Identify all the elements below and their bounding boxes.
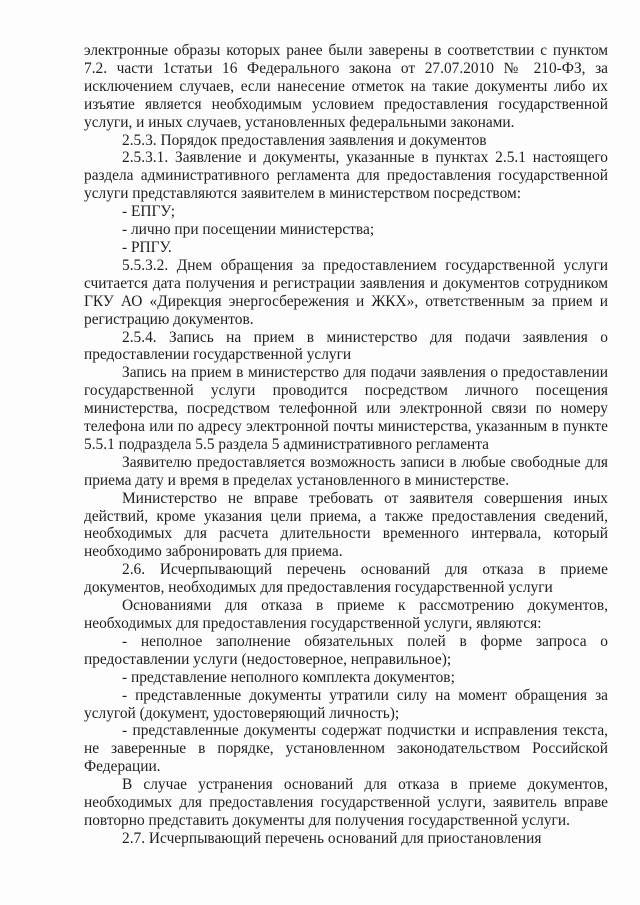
paragraph-5-5-3-2: 5.5.3.2. Днем обращения за предоставлением государственной услуги считается дата получения и регистрации заявления и документов сотрудником ГКУ АО «Дирекция энергосбережения и ЖКХ», ответственным за прием и регистрацию документов. xyxy=(84,256,608,328)
list-item-epgu: - ЕПГУ; xyxy=(122,203,175,221)
list-item-in-person: - лично при посещении министерства; xyxy=(122,221,375,239)
heading-2-5-4: 2.5.4. Запись на прием в министерство для подачи заявления о предоставлении государственной услуги xyxy=(84,328,608,364)
list-item-expired-documents: - представленные документы утратили силу на момент обращения за услугой (документ, удостоверяющий личность); xyxy=(84,686,608,722)
paragraph-appointment-methods: Запись на прием в министерство для подачи заявления о предоставлении государственной услуги проводится посредством личного посещения министерства, посредством телефонной или электронной связи по номеру телефона или по адресу электронной почты министерства, указанным в пункте 5.5.1 подраздела 5.5 раздела 5 административного регламента xyxy=(84,364,608,453)
heading-2-5-3: 2.5.3. Порядок предоставления заявления и документов xyxy=(122,131,487,149)
paragraph-appointment-time: Заявителю предоставляется возможность записи в любые свободные для приема дату и время в пределах установленного в министерстве. xyxy=(84,453,608,489)
list-item-rpgu: - РПГУ. xyxy=(122,238,172,256)
paragraph-resubmission: В случае устранения оснований для отказа в приеме документов, необходимых для предоставления государственной услуги, заявитель вправе повторно представить документы для получения государственной услуги. xyxy=(84,776,608,829)
heading-2-6: 2.6. Исчерпывающий перечень оснований для отказа в приеме документов, необходимых для предоставления государственной услуги xyxy=(84,561,608,597)
list-item-incomplete-fields: - неполное заполнение обязательных полей в форме запроса о предоставлении услуги (недостоверное, неправильное); xyxy=(84,632,608,668)
paragraph-ministry-restrictions: Министерство не вправе требовать от заявителя совершения иных действий, кроме указания цели приема, а также предоставления сведений, необходимых для расчета длительности временного интервала, который необходимо забронировать для приема. xyxy=(84,489,608,561)
paragraph-scanned-originals-exception: электронные образы которых ранее были заверены в соответствии с пунктом 7.2. части 1статьи 16 Федерального закона от 27.07.2010 № 210-ФЗ, за исключением случаев, если нанесение отметок на такие документы либо их изъятие является необходимым условием предоставления государственной услуги, и иных случаев, установленных федеральными законами. xyxy=(84,42,608,131)
paragraph-refusal-grounds: Основаниями для отказа в приеме к рассмотрению документов, необходимых для предоставления государственной услуги, являются: xyxy=(84,597,608,632)
document-body xyxy=(84,42,608,848)
list-item-corrections: - представленные документы содержат подчистки и исправления текста, не заверенные в порядке, установленном законодательством Российской Федерации. xyxy=(84,722,608,776)
list-item-incomplete-set: - представление неполного комплекта документов; xyxy=(122,668,455,686)
heading-2-7: 2.7. Исчерпывающий перечень оснований для приостановления xyxy=(122,829,542,847)
paragraph-2-5-3-1: 2.5.3.1. Заявление и документы, указанные в пунктах 2.5.1 настоящего раздела административного регламента для предоставления государственной услуги представляются заявителем в министерством посредством: xyxy=(84,149,608,203)
